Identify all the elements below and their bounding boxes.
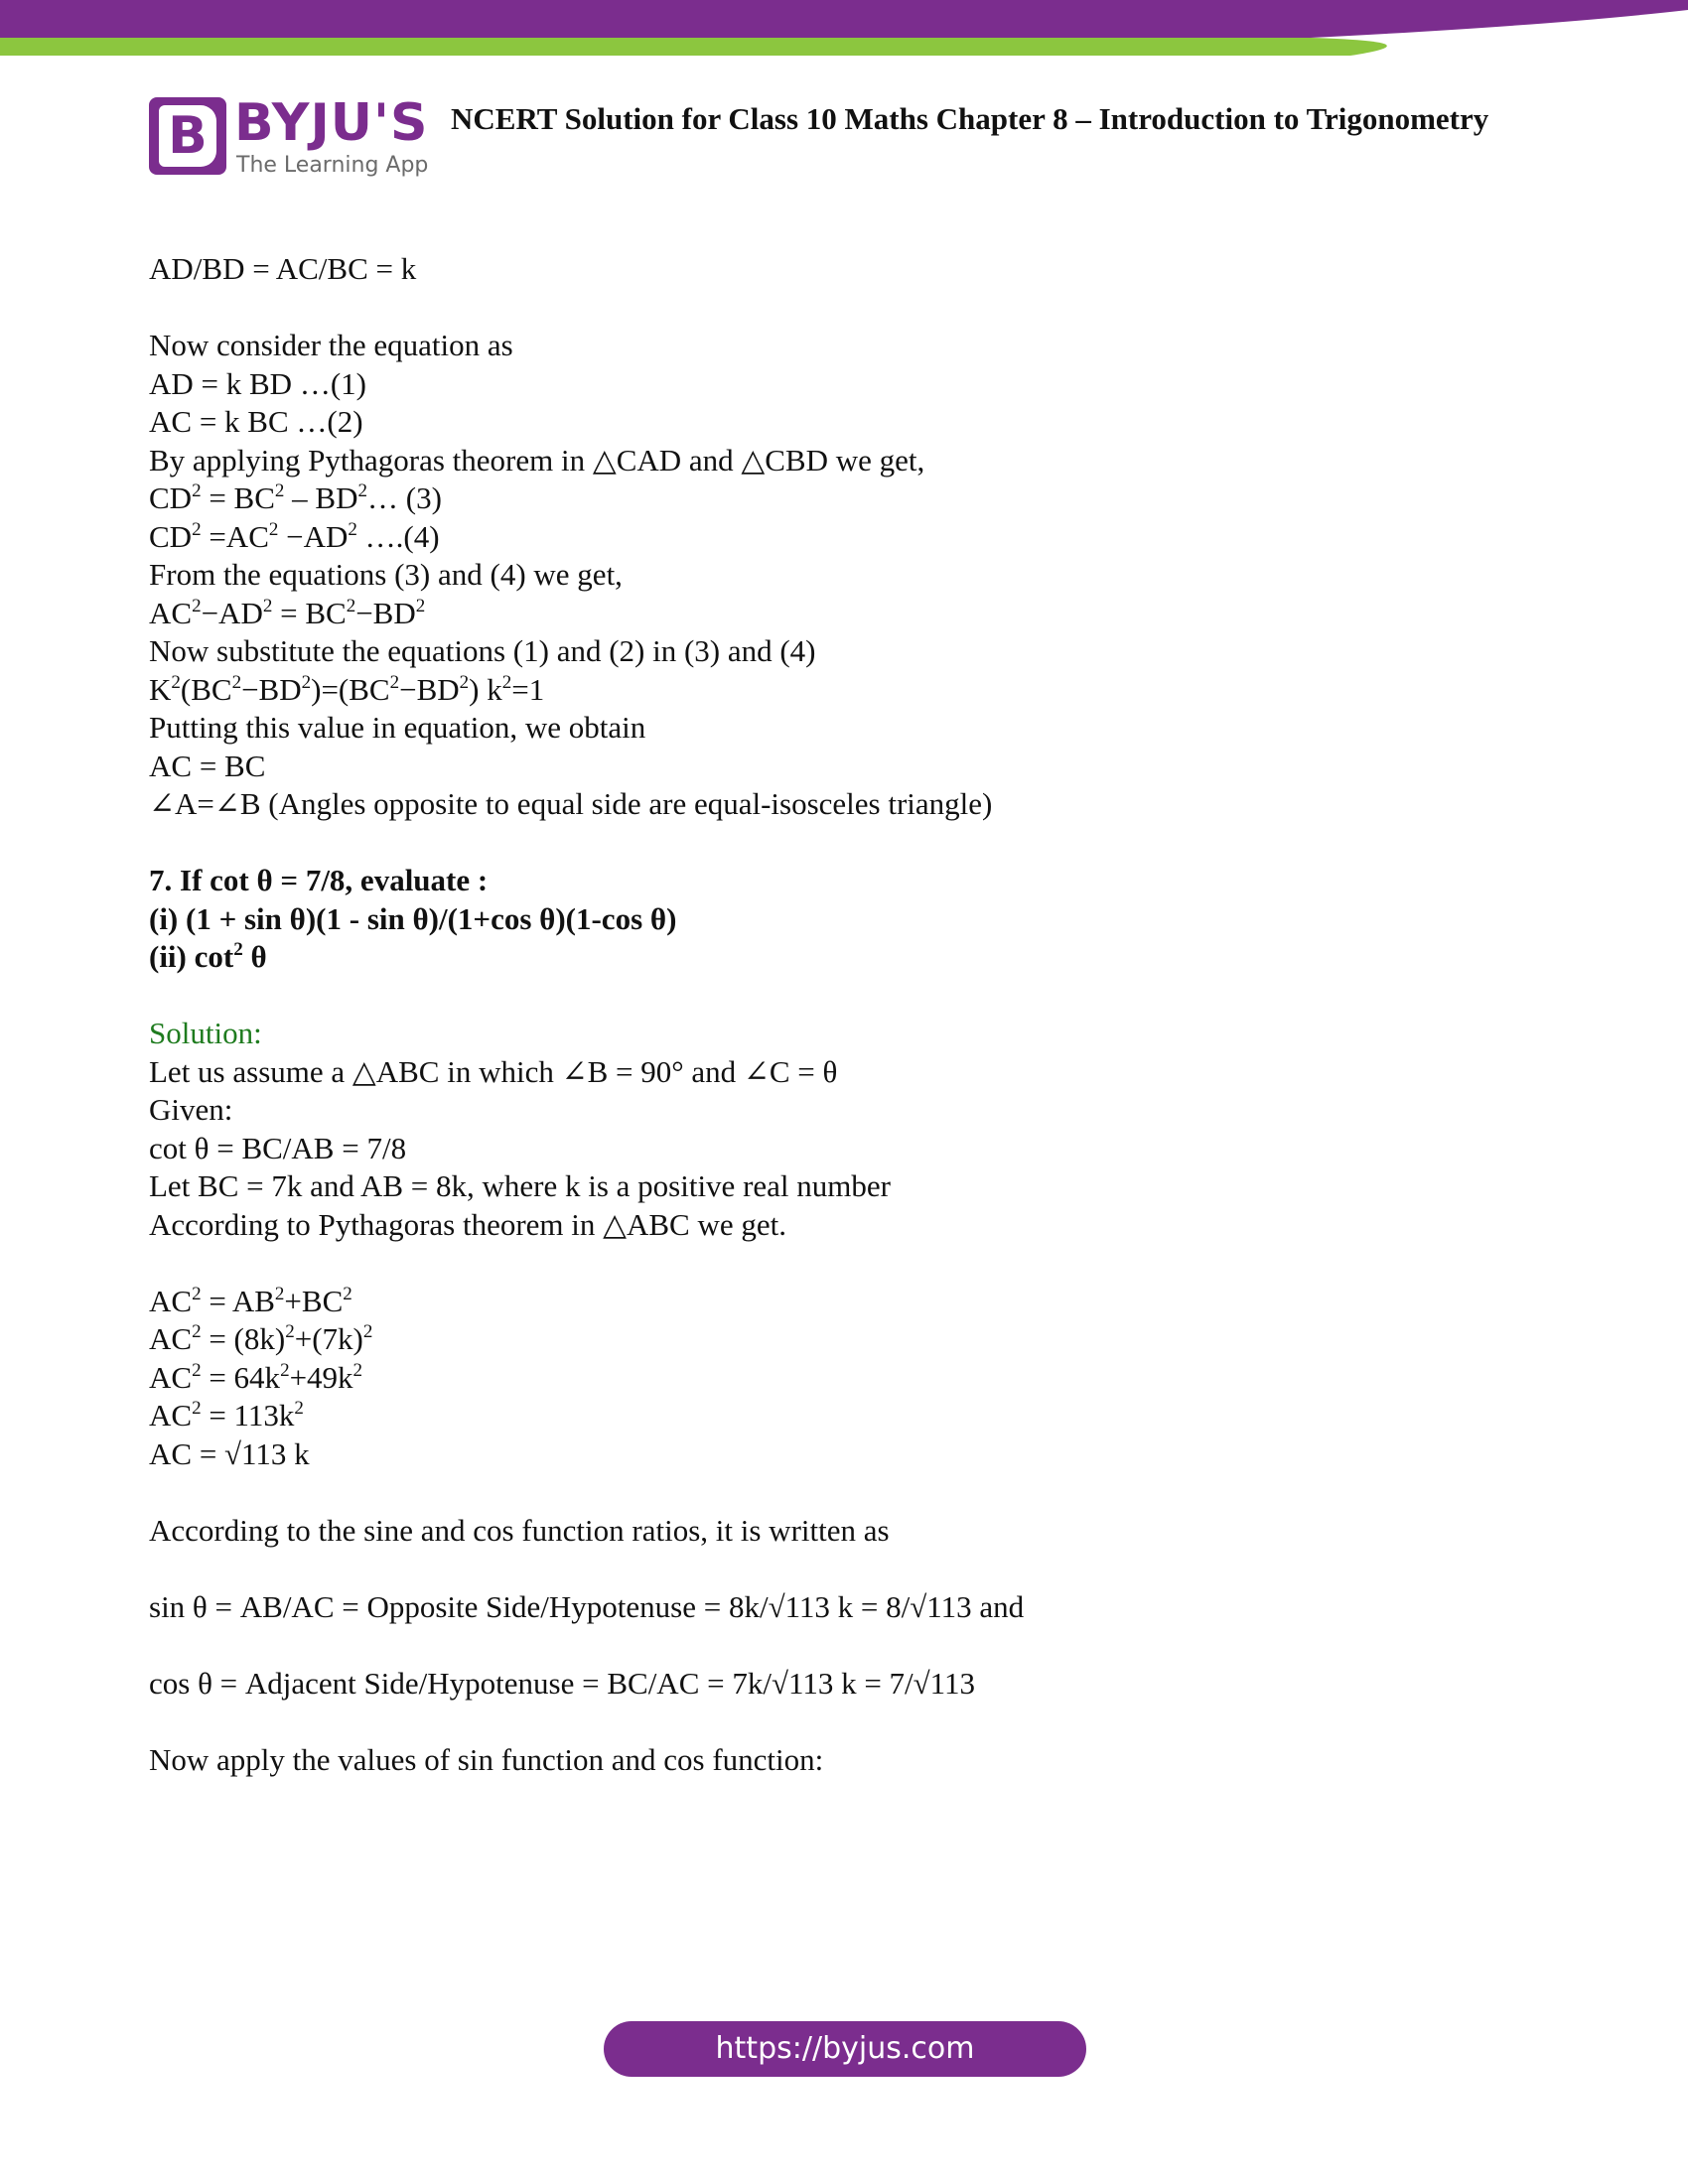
text-line: By applying Pythagoras theorem in △CAD and △CBD we get,	[149, 442, 925, 478]
equation-line: AC = √113 k	[149, 1435, 310, 1471]
question-part: (ii) $\cot^2 \theta$	[149, 939, 267, 974]
text-line: Now substitute the equations (1) and (2) in (3) and (4)	[149, 633, 816, 668]
text-line: sin θ = AB/AC = Opposite Side/Hypotenuse = 8k/√113 k = 8/√113 and	[149, 1588, 1025, 1624]
text-line: AD = k BD …(1)	[149, 365, 366, 401]
text-line: Putting this value in equation, we obtain	[149, 710, 646, 745]
footer-url-link[interactable]: https://byjus.com	[604, 2021, 1086, 2077]
purple-band	[0, 0, 1688, 38]
spacer	[149, 1626, 1559, 1665]
logo-icon	[149, 97, 226, 175]
spacer	[149, 1550, 1559, 1588]
text-line: According to the sine and cos function ratios, it is written as	[149, 1512, 890, 1548]
text-line: Let BC = 7k and AB = 8k, where k is a positive real number	[149, 1168, 891, 1203]
equation-line: $K^2(BC^2-BD^2)=(BC^2-BD^2)$ $k^2=1$	[149, 671, 545, 707]
page-title: NCERT Solution for Class 10 Maths Chapter 8 – Introduction to Trigonometry	[451, 101, 1489, 136]
question-heading: 7. If cot θ = 7/8, evaluate :	[149, 863, 489, 897]
equation-line: $CD^2 = BC^2$ – $BD^2\dots$ (3)	[149, 480, 442, 515]
solution-label: Solution:	[149, 1016, 262, 1050]
text-line: AD/BD = AC/BC = k	[149, 251, 417, 286]
spacer	[149, 977, 1559, 1016]
spacer	[149, 1473, 1559, 1512]
spacer	[149, 1244, 1559, 1283]
equation-line: $CD^2 =AC^2 -AD^2$ ….(4)	[149, 518, 440, 554]
document-body	[149, 250, 1559, 1779]
text-line: AC = BC	[149, 748, 266, 783]
logo-wordmark: BYJU'S	[234, 93, 429, 153]
text-line: Now consider the equation as	[149, 328, 513, 362]
spacer	[149, 824, 1559, 863]
equation-line: $AC^2-AD^2 = BC^2-BD^2$	[149, 595, 426, 630]
text-line: cot θ = BC/AB = 7/8	[149, 1130, 407, 1165]
text-line: Given:	[149, 1092, 233, 1127]
text-line: According to Pythagoras theorem in △ABC we get.	[149, 1206, 786, 1242]
text-line: ∠A=∠B (Angles opposite to equal side are equal-isosceles triangle)	[149, 786, 993, 821]
text-line: From the equations (3) and (4) we get,	[149, 557, 623, 592]
byjus-logo[interactable]	[149, 93, 437, 179]
spacer	[149, 289, 1559, 328]
logo-letter: B	[159, 105, 216, 167]
green-band	[0, 38, 1387, 56]
question-part: (i) (1 + sin θ)(1 - sin θ)/(1+cos θ)(1-cos θ)	[149, 900, 677, 936]
equation-line: $AC^2 = AB^2+BC^2$	[149, 1283, 352, 1318]
text-line: Now apply the values of sin function and cos function:	[149, 1741, 824, 1777]
text-line: Let us assume a △ABC in which ∠B = 90° and ∠C = θ	[149, 1053, 838, 1089]
text-line: cos θ = Adjacent Side/Hypotenuse = BC/AC = 7k/√113 k = 7/√113	[149, 1665, 976, 1701]
logo-tagline: The Learning App	[236, 153, 429, 178]
equation-line: $AC^2 = 64k^2+49k^2$	[149, 1359, 363, 1395]
equation-line: $AC^2 = 113k^2$	[149, 1398, 304, 1433]
spacer	[149, 1703, 1559, 1741]
equation-line: $AC^2 = (8k)^2+(7k)^2$	[149, 1321, 373, 1356]
text-line: AC = k BC …(2)	[149, 404, 363, 439]
header-decorative-band	[0, 0, 1688, 62]
